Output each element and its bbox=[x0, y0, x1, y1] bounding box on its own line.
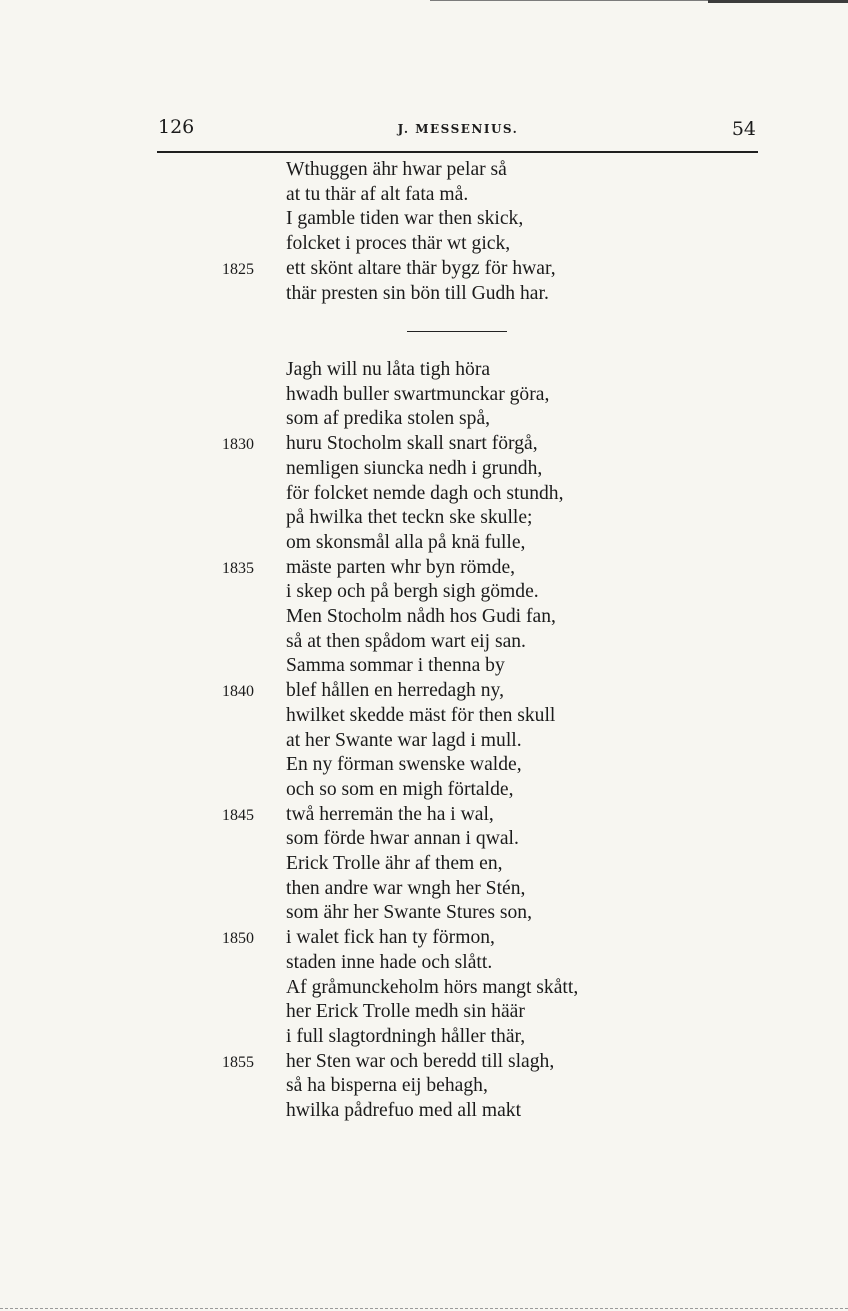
verse-line: thär presten sin bön till Gudh har. bbox=[286, 282, 549, 304]
verse-line: som ähr her Swante Stures son, bbox=[286, 902, 532, 924]
verse-line: huru Stocholm skall snart förgå, bbox=[286, 433, 538, 455]
scan-top-edge bbox=[430, 0, 848, 5]
running-title: J. MESSENIUS. bbox=[397, 122, 519, 136]
verse-line: Af gråmunckeholm hörs mangt skått, bbox=[286, 976, 579, 998]
verse-line: at her Swante war lagd i mull. bbox=[286, 729, 522, 751]
verse-line: I gamble tiden war then skick, bbox=[286, 208, 524, 230]
page-header bbox=[158, 116, 758, 144]
verse-line: then andre war wngh her Stén, bbox=[286, 877, 526, 899]
verse-line: twå herremän the ha i wal, bbox=[286, 803, 494, 825]
verse-line: En ny förman swenske walde, bbox=[286, 754, 522, 776]
verse-line: om skonsmål alla på knä fulle, bbox=[286, 531, 526, 553]
line-number: 1845 bbox=[222, 806, 254, 824]
header-rule bbox=[157, 151, 758, 153]
verse-line: mäste parten whr byn römde, bbox=[286, 556, 516, 578]
verse-line: hwilka pådrefuo med all makt bbox=[286, 1100, 522, 1121]
verse-line: Jagh will nu låta tigh höra bbox=[286, 359, 491, 380]
verse-line: nemligen siuncka nedh i grundh, bbox=[286, 457, 543, 479]
verse-line: i skep och på bergh sigh gömde. bbox=[286, 581, 539, 603]
verse-line: Erick Trolle ähr af them en, bbox=[286, 853, 503, 874]
section-divider bbox=[407, 331, 507, 332]
verse-line: så at then spådom wart eij san. bbox=[286, 630, 526, 652]
verse-line: hwilket skedde mäst för then skull bbox=[286, 704, 556, 726]
line-number: 1830 bbox=[222, 436, 254, 454]
verse-line: at tu thär af alt fata må. bbox=[286, 183, 469, 205]
verse-line: staden inne hade och slått. bbox=[286, 951, 493, 973]
line-number: 1840 bbox=[222, 683, 254, 701]
line-number: 1825 bbox=[222, 260, 254, 278]
verse-line: blef hållen en herredagh ny, bbox=[286, 680, 504, 702]
verse-line: i walet fick han ty förmon, bbox=[286, 927, 495, 949]
verse-line: så ha bisperna eij behagh, bbox=[286, 1075, 488, 1097]
verse-line: som af predika stolen spå, bbox=[286, 408, 491, 430]
line-number: 1835 bbox=[222, 559, 254, 577]
line-number: 1850 bbox=[222, 930, 254, 948]
verse-line: her Erick Trolle medh sin häär bbox=[286, 1001, 525, 1023]
verse-line: i full slagtordningh håller thär, bbox=[286, 1025, 526, 1047]
page-number-left: 126 bbox=[158, 116, 195, 138]
verse-line: som förde hwar annan i qwal. bbox=[286, 828, 519, 850]
page-number-right: 54 bbox=[731, 118, 756, 140]
verse-line: Samma sommar i thenna by bbox=[286, 655, 505, 677]
verse-line: Men Stocholm nådh hos Gudi fan, bbox=[286, 606, 556, 627]
verse-line: och so som en migh förtalde, bbox=[286, 778, 514, 800]
verse-line: Wthuggen ähr hwar pelar så bbox=[286, 159, 507, 180]
verse-line: hwadh buller swartmunckar göra, bbox=[286, 383, 550, 405]
verse-line: ett skönt altare thär bygz för hwar, bbox=[286, 257, 556, 279]
line-number: 1855 bbox=[222, 1053, 254, 1071]
verse-line: för folcket nemde dagh och stundh, bbox=[286, 482, 564, 504]
verse-line: på hwilka thet teckn ske skulle; bbox=[286, 507, 533, 529]
verse-line: folcket i proces thär wt gick, bbox=[286, 233, 511, 255]
scan-bottom-edge bbox=[0, 1308, 848, 1309]
verse-line: her Sten war och beredd till slagh, bbox=[286, 1050, 555, 1072]
